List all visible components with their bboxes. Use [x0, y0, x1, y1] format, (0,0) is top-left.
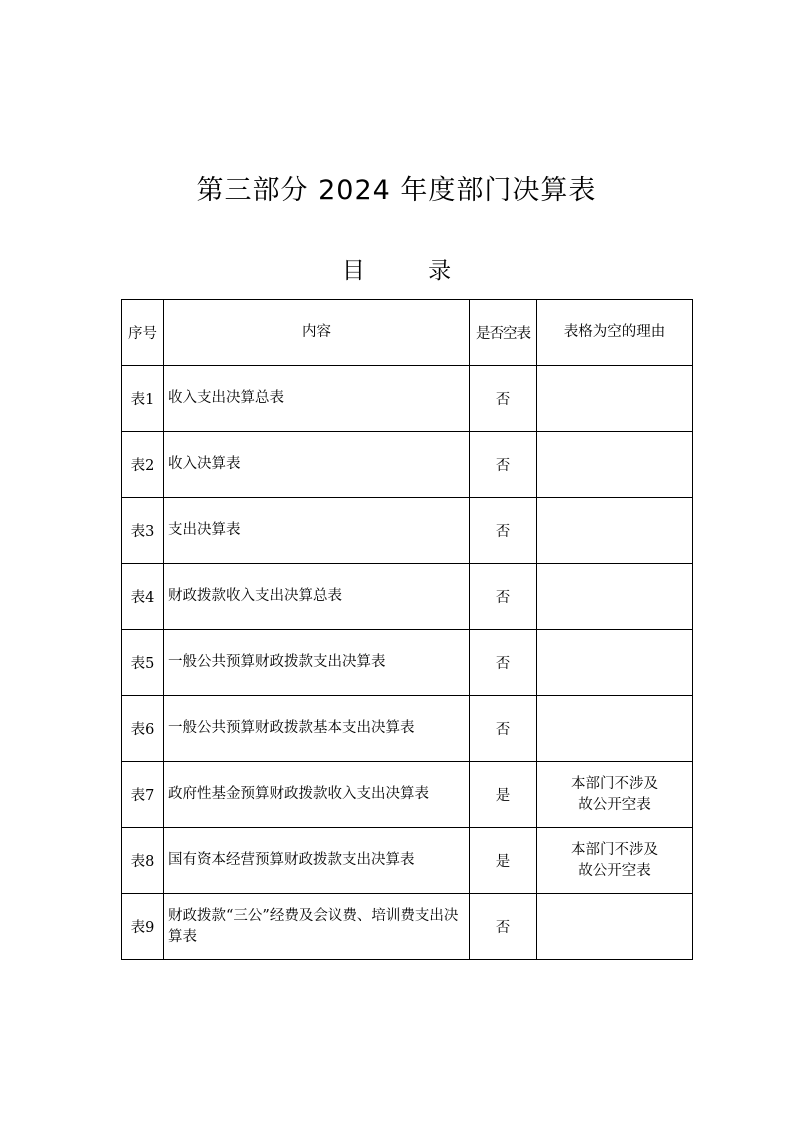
row-is-empty: 否 [470, 366, 537, 432]
row-content: 一般公共预算财政拨款基本支出决算表 [164, 696, 470, 762]
row-no: 表6 [122, 696, 164, 762]
row-is-empty: 否 [470, 498, 537, 564]
row-content: 支出决算表 [164, 498, 470, 564]
row-reason [537, 762, 693, 828]
row-content: 一般公共预算财政拨款支出决算表 [164, 630, 470, 696]
row-is-empty: 否 [470, 630, 537, 696]
row-no: 表5 [122, 630, 164, 696]
row-is-empty: 否 [470, 894, 537, 960]
row-no: 表7 [122, 762, 164, 828]
row-content: 财政拨款收入支出决算总表 [164, 564, 470, 630]
row-is-empty: 是 [470, 762, 537, 828]
row-content: 国有资本经营预算财政拨款支出决算表 [164, 828, 470, 894]
row-no: 表8 [122, 828, 164, 894]
row-reason [537, 894, 693, 960]
row-content: 收入决算表 [164, 432, 470, 498]
row-reason [537, 564, 693, 630]
table-header-row [122, 300, 693, 366]
row-reason [537, 498, 693, 564]
row-no: 表4 [122, 564, 164, 630]
header-is-empty: 是否空表 [470, 300, 537, 366]
table-row [122, 498, 693, 564]
row-no: 表9 [122, 894, 164, 960]
header-reason: 表格为空的理由 [537, 300, 693, 366]
row-reason [537, 696, 693, 762]
header-no: 序号 [122, 300, 164, 366]
row-no: 表2 [122, 432, 164, 498]
table-row [122, 696, 693, 762]
row-no: 表3 [122, 498, 164, 564]
table-row [122, 762, 693, 828]
table-row [122, 894, 693, 960]
row-is-empty: 否 [470, 696, 537, 762]
row-reason-text: 本部门不涉及故公开空表 [571, 841, 658, 879]
row-reason [537, 828, 693, 894]
table-row [122, 366, 693, 432]
row-content: 政府性基金预算财政拨款收入支出决算表 [164, 762, 470, 828]
row-content: 收入支出决算总表 [164, 366, 470, 432]
table-row [122, 432, 693, 498]
row-is-empty: 是 [470, 828, 537, 894]
row-reason [537, 366, 693, 432]
row-content: 财政拨款“三公”经费及会议费、培训费支出决算表 [164, 894, 470, 960]
table-row [122, 828, 693, 894]
toc-table [121, 299, 693, 960]
toc-title: 目 录 [341, 258, 480, 284]
row-is-empty: 否 [470, 432, 537, 498]
page-title: 第三部分 2024 年度部门决算表 [196, 175, 597, 206]
row-reason [537, 432, 693, 498]
row-no: 表1 [122, 366, 164, 432]
table-row [122, 564, 693, 630]
row-is-empty: 否 [470, 564, 537, 630]
header-content: 内容 [164, 300, 470, 366]
row-reason [537, 630, 693, 696]
row-reason-text: 本部门不涉及故公开空表 [571, 775, 658, 813]
table-row [122, 630, 693, 696]
